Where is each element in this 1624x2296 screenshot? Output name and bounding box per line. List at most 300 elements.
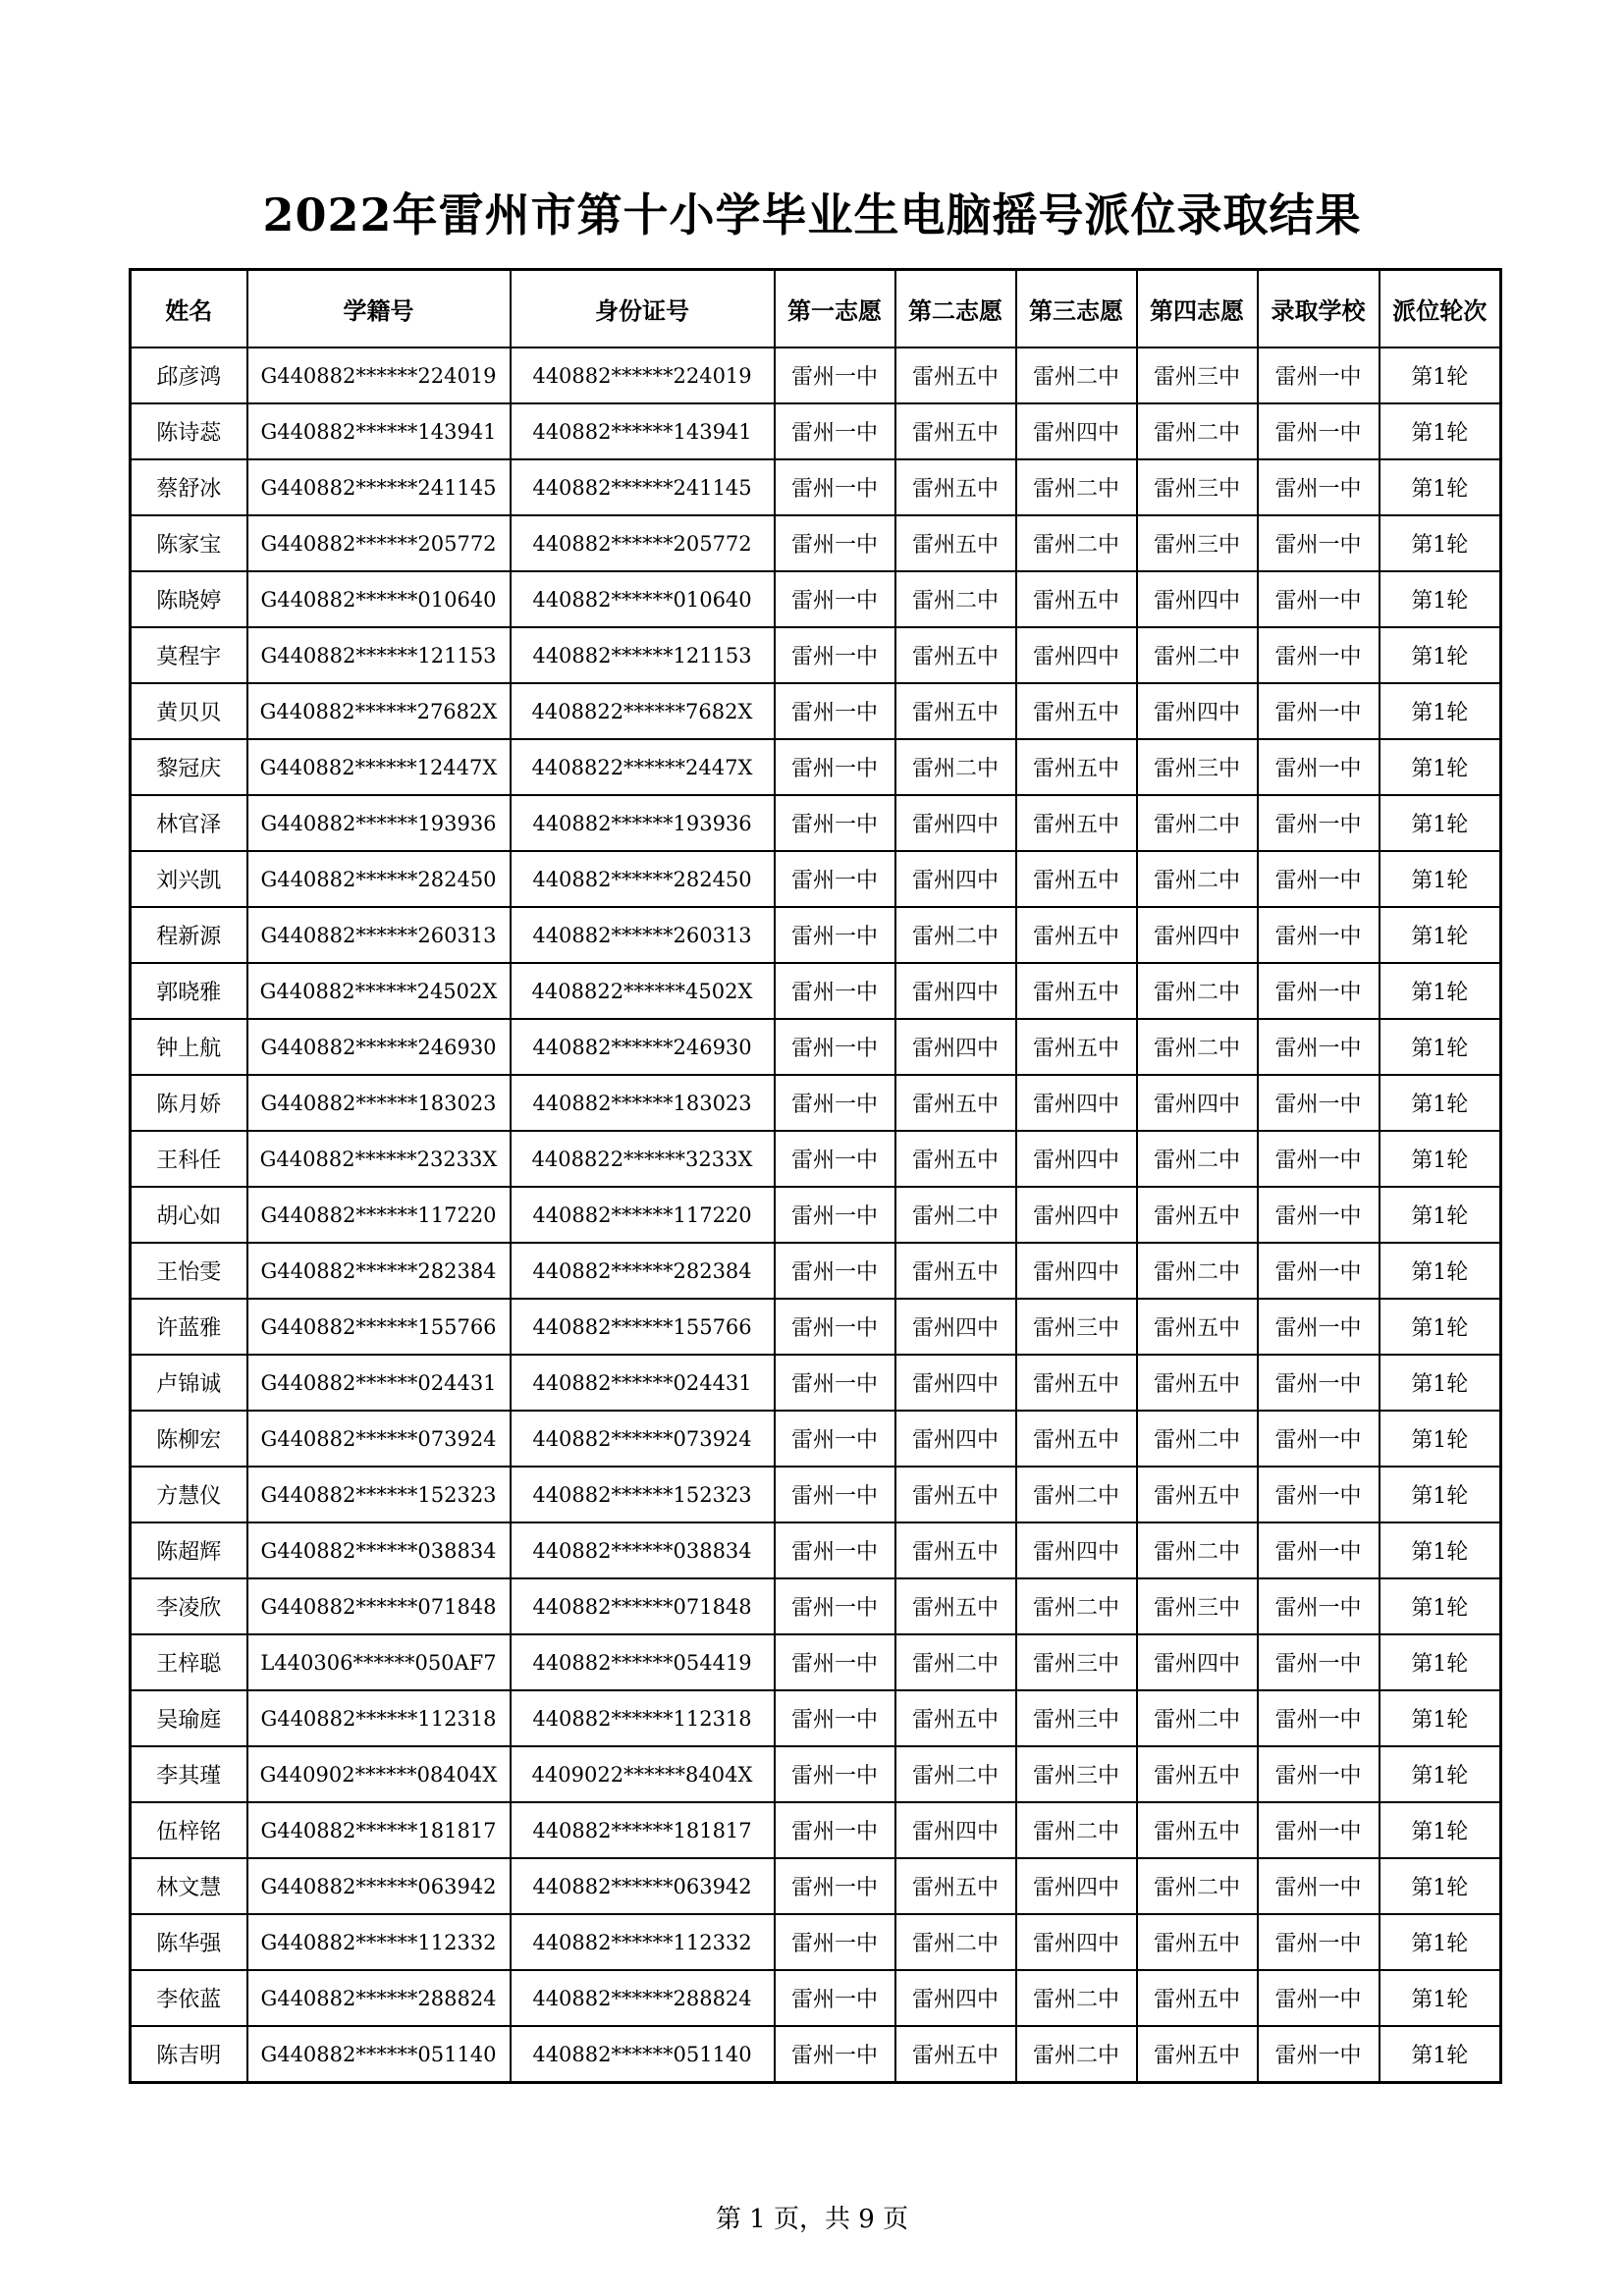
- cell-admitted-school: 雷州一中: [1258, 1690, 1380, 1746]
- cell-id-card: 440882******193936: [511, 795, 775, 851]
- page-number: 第 1 页，共 9 页: [715, 2205, 909, 2234]
- cell-choice-2: 雷州四中: [895, 1970, 1016, 2026]
- cell-student-id: G440882******224019: [247, 347, 511, 403]
- table-row: [131, 1914, 1501, 1970]
- cell-choice-4: 雷州五中: [1137, 2026, 1258, 2083]
- cell-choice-2: 雷州五中: [895, 459, 1016, 515]
- cell-choice-1: 雷州一中: [775, 1970, 895, 2026]
- cell-choice-3: 雷州三中: [1016, 1690, 1137, 1746]
- cell-student-id: G440882******260313: [247, 907, 511, 963]
- cell-student-id: G440882******193936: [247, 795, 511, 851]
- cell-name: 李依蓝: [131, 1970, 247, 2026]
- cell-choice-3: 雷州二中: [1016, 1578, 1137, 1634]
- table-row: [131, 347, 1501, 403]
- cell-admitted-school: 雷州一中: [1258, 1467, 1380, 1522]
- cell-choice-4: 雷州二中: [1137, 627, 1258, 683]
- cell-choice-2: 雷州四中: [895, 1802, 1016, 1858]
- cell-name: 方慧仪: [131, 1467, 247, 1522]
- table-row: [131, 1746, 1501, 1802]
- cell-round: 第1轮: [1380, 1243, 1501, 1299]
- cell-round: 第1轮: [1380, 1411, 1501, 1467]
- cell-student-id: G440882******010640: [247, 571, 511, 627]
- cell-choice-3: 雷州三中: [1016, 1299, 1137, 1355]
- cell-choice-4: 雷州五中: [1137, 1467, 1258, 1522]
- cell-choice-1: 雷州一中: [775, 683, 895, 739]
- cell-choice-2: 雷州四中: [895, 1411, 1016, 1467]
- cell-student-id: G440882******112318: [247, 1690, 511, 1746]
- cell-name: 黄贝贝: [131, 683, 247, 739]
- cell-id-card: 440882******155766: [511, 1299, 775, 1355]
- cell-choice-4: 雷州五中: [1137, 1802, 1258, 1858]
- table-row: [131, 1299, 1501, 1355]
- cell-choice-2: 雷州五中: [895, 1858, 1016, 1914]
- cell-id-card: 440882******282450: [511, 851, 775, 907]
- cell-choice-4: 雷州三中: [1137, 459, 1258, 515]
- cell-choice-4: 雷州五中: [1137, 1746, 1258, 1802]
- table-row: [131, 1522, 1501, 1578]
- cell-choice-2: 雷州四中: [895, 1355, 1016, 1411]
- cell-name: 李其瑾: [131, 1746, 247, 1802]
- cell-student-id: G440882******073924: [247, 1411, 511, 1467]
- cell-choice-1: 雷州一中: [775, 1243, 895, 1299]
- table-row: [131, 627, 1501, 683]
- cell-choice-2: 雷州二中: [895, 1187, 1016, 1243]
- cell-admitted-school: 雷州一中: [1258, 1187, 1380, 1243]
- cell-student-id: G440882******112332: [247, 1914, 511, 1970]
- cell-choice-2: 雷州五中: [895, 1690, 1016, 1746]
- cell-round: 第1轮: [1380, 1299, 1501, 1355]
- cell-student-id: G440882******038834: [247, 1522, 511, 1578]
- table-row: [131, 1802, 1501, 1858]
- cell-choice-2: 雷州五中: [895, 1243, 1016, 1299]
- cell-id-card: 4408822******4502X: [511, 963, 775, 1019]
- cell-id-card: 440882******288824: [511, 1970, 775, 2026]
- table-row: [131, 1858, 1501, 1914]
- cell-choice-2: 雷州五中: [895, 2026, 1016, 2083]
- cell-choice-1: 雷州一中: [775, 739, 895, 795]
- cell-choice-1: 雷州一中: [775, 1914, 895, 1970]
- table-row: [131, 2026, 1501, 2083]
- cell-name: 陈晓婷: [131, 571, 247, 627]
- cell-admitted-school: 雷州一中: [1258, 1243, 1380, 1299]
- cell-name: 莫程宇: [131, 627, 247, 683]
- table-header-row: [131, 270, 1501, 348]
- cell-choice-4: 雷州五中: [1137, 1355, 1258, 1411]
- cell-round: 第1轮: [1380, 1634, 1501, 1690]
- cell-admitted-school: 雷州一中: [1258, 1802, 1380, 1858]
- cell-name: 许蓝雅: [131, 1299, 247, 1355]
- cell-choice-3: 雷州四中: [1016, 403, 1137, 459]
- cell-round: 第1轮: [1380, 739, 1501, 795]
- cell-choice-3: 雷州五中: [1016, 683, 1137, 739]
- cell-choice-4: 雷州二中: [1137, 1019, 1258, 1075]
- cell-choice-2: 雷州四中: [895, 795, 1016, 851]
- cell-round: 第1轮: [1380, 1970, 1501, 2026]
- cell-choice-3: 雷州四中: [1016, 627, 1137, 683]
- cell-choice-4: 雷州四中: [1137, 1634, 1258, 1690]
- cell-student-id: G440882******181817: [247, 1802, 511, 1858]
- cell-admitted-school: 雷州一中: [1258, 1075, 1380, 1131]
- cell-id-card: 440882******112318: [511, 1690, 775, 1746]
- column-header-name: 姓名: [131, 270, 247, 348]
- table-row: [131, 1019, 1501, 1075]
- cell-round: 第1轮: [1380, 1355, 1501, 1411]
- table-row: [131, 1467, 1501, 1522]
- cell-name: 陈柳宏: [131, 1411, 247, 1467]
- cell-choice-4: 雷州五中: [1137, 1914, 1258, 1970]
- cell-choice-2: 雷州四中: [895, 1019, 1016, 1075]
- cell-round: 第1轮: [1380, 1187, 1501, 1243]
- cell-student-id: G440882******183023: [247, 1075, 511, 1131]
- table-row: [131, 1131, 1501, 1187]
- cell-id-card: 440882******260313: [511, 907, 775, 963]
- cell-round: 第1轮: [1380, 1578, 1501, 1634]
- cell-choice-2: 雷州四中: [895, 1299, 1016, 1355]
- cell-name: 伍梓铭: [131, 1802, 247, 1858]
- cell-choice-3: 雷州三中: [1016, 1746, 1137, 1802]
- cell-student-id: G440882******143941: [247, 403, 511, 459]
- cell-round: 第1轮: [1380, 1522, 1501, 1578]
- cell-student-id: G440882******27682X: [247, 683, 511, 739]
- cell-choice-1: 雷州一中: [775, 1690, 895, 1746]
- cell-choice-2: 雷州五中: [895, 1075, 1016, 1131]
- cell-id-card: 440882******246930: [511, 1019, 775, 1075]
- cell-choice-1: 雷州一中: [775, 1187, 895, 1243]
- cell-id-card: 440882******010640: [511, 571, 775, 627]
- cell-name: 林文慧: [131, 1858, 247, 1914]
- cell-choice-4: 雷州二中: [1137, 795, 1258, 851]
- cell-choice-1: 雷州一中: [775, 627, 895, 683]
- cell-name: 王科任: [131, 1131, 247, 1187]
- cell-id-card: 440882******224019: [511, 347, 775, 403]
- cell-choice-4: 雷州五中: [1137, 1970, 1258, 2026]
- cell-choice-1: 雷州一中: [775, 347, 895, 403]
- cell-admitted-school: 雷州一中: [1258, 1970, 1380, 2026]
- cell-id-card: 440882******117220: [511, 1187, 775, 1243]
- cell-round: 第1轮: [1380, 2026, 1501, 2083]
- cell-student-id: G440882******23233X: [247, 1131, 511, 1187]
- cell-choice-4: 雷州二中: [1137, 851, 1258, 907]
- cell-student-id: G440882******288824: [247, 1970, 511, 2026]
- cell-id-card: 4408822******7682X: [511, 683, 775, 739]
- cell-id-card: 440882******024431: [511, 1355, 775, 1411]
- cell-id-card: 440882******038834: [511, 1522, 775, 1578]
- cell-id-card: 4409022******8404X: [511, 1746, 775, 1802]
- cell-name: 陈超辉: [131, 1522, 247, 1578]
- table-row: [131, 459, 1501, 515]
- table-row: [131, 907, 1501, 963]
- cell-choice-3: 雷州五中: [1016, 795, 1137, 851]
- cell-round: 第1轮: [1380, 1131, 1501, 1187]
- cell-choice-3: 雷州五中: [1016, 571, 1137, 627]
- cell-choice-4: 雷州四中: [1137, 907, 1258, 963]
- cell-admitted-school: 雷州一中: [1258, 1411, 1380, 1467]
- cell-choice-1: 雷州一中: [775, 1355, 895, 1411]
- cell-id-card: 440882******181817: [511, 1802, 775, 1858]
- cell-choice-3: 雷州五中: [1016, 1411, 1137, 1467]
- cell-admitted-school: 雷州一中: [1258, 1355, 1380, 1411]
- cell-choice-3: 雷州五中: [1016, 1355, 1137, 1411]
- cell-choice-2: 雷州四中: [895, 963, 1016, 1019]
- table-row: [131, 1690, 1501, 1746]
- cell-round: 第1轮: [1380, 459, 1501, 515]
- cell-choice-3: 雷州二中: [1016, 1970, 1137, 2026]
- cell-id-card: 440882******205772: [511, 515, 775, 571]
- cell-choice-3: 雷州四中: [1016, 1522, 1137, 1578]
- cell-id-card: 440882******152323: [511, 1467, 775, 1522]
- cell-choice-4: 雷州五中: [1137, 1299, 1258, 1355]
- cell-round: 第1轮: [1380, 627, 1501, 683]
- table-row: [131, 571, 1501, 627]
- cell-choice-4: 雷州二中: [1137, 963, 1258, 1019]
- table-row: [131, 403, 1501, 459]
- column-header-choice-2: 第二志愿: [895, 270, 1016, 348]
- cell-name: 卢锦诚: [131, 1355, 247, 1411]
- cell-choice-3: 雷州五中: [1016, 1019, 1137, 1075]
- cell-choice-3: 雷州四中: [1016, 1187, 1137, 1243]
- cell-id-card: 440882******051140: [511, 2026, 775, 2083]
- cell-choice-4: 雷州四中: [1137, 683, 1258, 739]
- cell-student-id: G440882******205772: [247, 515, 511, 571]
- table-row: [131, 1075, 1501, 1131]
- cell-admitted-school: 雷州一中: [1258, 627, 1380, 683]
- column-header-round: 派位轮次: [1380, 270, 1501, 348]
- cell-choice-4: 雷州三中: [1137, 347, 1258, 403]
- cell-admitted-school: 雷州一中: [1258, 1522, 1380, 1578]
- column-header-student-id: 学籍号: [247, 270, 511, 348]
- cell-id-card: 440882******063942: [511, 1858, 775, 1914]
- cell-choice-3: 雷州二中: [1016, 459, 1137, 515]
- cell-choice-2: 雷州五中: [895, 1467, 1016, 1522]
- cell-admitted-school: 雷州一中: [1258, 1131, 1380, 1187]
- cell-id-card: 440882******054419: [511, 1634, 775, 1690]
- cell-round: 第1轮: [1380, 1802, 1501, 1858]
- cell-round: 第1轮: [1380, 683, 1501, 739]
- cell-student-id: G440882******152323: [247, 1467, 511, 1522]
- cell-round: 第1轮: [1380, 1746, 1501, 1802]
- cell-student-id: G440882******117220: [247, 1187, 511, 1243]
- cell-choice-1: 雷州一中: [775, 1802, 895, 1858]
- table-body: [131, 347, 1501, 2083]
- cell-choice-3: 雷州二中: [1016, 1802, 1137, 1858]
- cell-choice-2: 雷州二中: [895, 1634, 1016, 1690]
- table-row: [131, 1634, 1501, 1690]
- cell-student-id: G440882******24502X: [247, 963, 511, 1019]
- cell-name: 王怡雯: [131, 1243, 247, 1299]
- cell-choice-4: 雷州二中: [1137, 1131, 1258, 1187]
- cell-choice-3: 雷州二中: [1016, 515, 1137, 571]
- table-row: [131, 1970, 1501, 2026]
- cell-choice-3: 雷州三中: [1016, 1634, 1137, 1690]
- cell-name: 陈诗蕊: [131, 403, 247, 459]
- cell-choice-1: 雷州一中: [775, 851, 895, 907]
- table-row: [131, 515, 1501, 571]
- admission-results-table: [129, 268, 1502, 2084]
- cell-name: 钟上航: [131, 1019, 247, 1075]
- document-title: 2022年雷州市第十小学毕业生电脑摇号派位录取结果: [262, 188, 1362, 241]
- cell-choice-2: 雷州四中: [895, 851, 1016, 907]
- cell-admitted-school: 雷州一中: [1258, 851, 1380, 907]
- cell-choice-3: 雷州二中: [1016, 347, 1137, 403]
- cell-admitted-school: 雷州一中: [1258, 515, 1380, 571]
- column-header-choice-4: 第四志愿: [1137, 270, 1258, 348]
- cell-choice-3: 雷州五中: [1016, 963, 1137, 1019]
- cell-student-id: G440882******282384: [247, 1243, 511, 1299]
- cell-admitted-school: 雷州一中: [1258, 795, 1380, 851]
- cell-round: 第1轮: [1380, 1019, 1501, 1075]
- cell-admitted-school: 雷州一中: [1258, 2026, 1380, 2083]
- cell-choice-1: 雷州一中: [775, 1019, 895, 1075]
- cell-round: 第1轮: [1380, 1075, 1501, 1131]
- cell-admitted-school: 雷州一中: [1258, 1746, 1380, 1802]
- cell-choice-3: 雷州四中: [1016, 1914, 1137, 1970]
- table-row: [131, 1411, 1501, 1467]
- cell-choice-3: 雷州四中: [1016, 1243, 1137, 1299]
- cell-id-card: 440882******241145: [511, 459, 775, 515]
- cell-choice-1: 雷州一中: [775, 1131, 895, 1187]
- cell-choice-3: 雷州四中: [1016, 1075, 1137, 1131]
- cell-round: 第1轮: [1380, 1467, 1501, 1522]
- cell-student-id: G440882******155766: [247, 1299, 511, 1355]
- cell-choice-1: 雷州一中: [775, 1467, 895, 1522]
- cell-choice-1: 雷州一中: [775, 795, 895, 851]
- cell-admitted-school: 雷州一中: [1258, 347, 1380, 403]
- cell-student-id: G440882******246930: [247, 1019, 511, 1075]
- table-row: [131, 1187, 1501, 1243]
- cell-choice-1: 雷州一中: [775, 403, 895, 459]
- cell-choice-4: 雷州四中: [1137, 571, 1258, 627]
- cell-id-card: 440882******073924: [511, 1411, 775, 1467]
- cell-choice-2: 雷州二中: [895, 907, 1016, 963]
- cell-choice-4: 雷州二中: [1137, 1690, 1258, 1746]
- cell-admitted-school: 雷州一中: [1258, 1914, 1380, 1970]
- cell-round: 第1轮: [1380, 1690, 1501, 1746]
- table-row: [131, 963, 1501, 1019]
- cell-admitted-school: 雷州一中: [1258, 1578, 1380, 1634]
- cell-id-card: 440882******112332: [511, 1914, 775, 1970]
- cell-choice-3: 雷州五中: [1016, 907, 1137, 963]
- cell-choice-2: 雷州二中: [895, 1914, 1016, 1970]
- cell-name: 吴瑜庭: [131, 1690, 247, 1746]
- cell-choice-1: 雷州一中: [775, 1634, 895, 1690]
- cell-choice-2: 雷州五中: [895, 627, 1016, 683]
- column-header-id-card: 身份证号: [511, 270, 775, 348]
- cell-student-id: G440882******071848: [247, 1578, 511, 1634]
- cell-student-id: G440882******051140: [247, 2026, 511, 2083]
- cell-choice-1: 雷州一中: [775, 963, 895, 1019]
- cell-admitted-school: 雷州一中: [1258, 1634, 1380, 1690]
- cell-round: 第1轮: [1380, 515, 1501, 571]
- cell-id-card: 4408822******2447X: [511, 739, 775, 795]
- cell-id-card: 440882******183023: [511, 1075, 775, 1131]
- cell-choice-4: 雷州四中: [1137, 1075, 1258, 1131]
- cell-name: 王梓聪: [131, 1634, 247, 1690]
- cell-admitted-school: 雷州一中: [1258, 1299, 1380, 1355]
- cell-name: 陈家宝: [131, 515, 247, 571]
- cell-choice-1: 雷州一中: [775, 571, 895, 627]
- cell-round: 第1轮: [1380, 1858, 1501, 1914]
- cell-name: 胡心如: [131, 1187, 247, 1243]
- cell-id-card: 440882******121153: [511, 627, 775, 683]
- cell-round: 第1轮: [1380, 347, 1501, 403]
- cell-id-card: 440882******282384: [511, 1243, 775, 1299]
- cell-student-id: G440882******241145: [247, 459, 511, 515]
- cell-choice-2: 雷州五中: [895, 683, 1016, 739]
- cell-name: 林官泽: [131, 795, 247, 851]
- cell-choice-4: 雷州二中: [1137, 1243, 1258, 1299]
- cell-choice-1: 雷州一中: [775, 459, 895, 515]
- cell-id-card: 440882******143941: [511, 403, 775, 459]
- cell-choice-3: 雷州四中: [1016, 1858, 1137, 1914]
- table-row: [131, 683, 1501, 739]
- table-row: [131, 1578, 1501, 1634]
- cell-choice-2: 雷州五中: [895, 403, 1016, 459]
- cell-choice-4: 雷州三中: [1137, 515, 1258, 571]
- cell-choice-1: 雷州一中: [775, 2026, 895, 2083]
- cell-choice-4: 雷州二中: [1137, 1522, 1258, 1578]
- column-header-choice-1: 第一志愿: [775, 270, 895, 348]
- table-row: [131, 1243, 1501, 1299]
- cell-name: 陈吉明: [131, 2026, 247, 2083]
- cell-student-id: G440882******12447X: [247, 739, 511, 795]
- cell-choice-1: 雷州一中: [775, 1578, 895, 1634]
- column-header-admitted-school: 录取学校: [1258, 270, 1380, 348]
- cell-choice-3: 雷州四中: [1016, 1131, 1137, 1187]
- cell-choice-2: 雷州二中: [895, 571, 1016, 627]
- cell-student-id: G440882******121153: [247, 627, 511, 683]
- cell-choice-3: 雷州五中: [1016, 851, 1137, 907]
- cell-choice-1: 雷州一中: [775, 515, 895, 571]
- cell-choice-4: 雷州三中: [1137, 1578, 1258, 1634]
- cell-student-id: G440882******282450: [247, 851, 511, 907]
- cell-student-id: G440902******08404X: [247, 1746, 511, 1802]
- cell-choice-2: 雷州五中: [895, 1578, 1016, 1634]
- cell-round: 第1轮: [1380, 403, 1501, 459]
- cell-admitted-school: 雷州一中: [1258, 1019, 1380, 1075]
- cell-choice-4: 雷州五中: [1137, 1187, 1258, 1243]
- cell-student-id: G440882******063942: [247, 1858, 511, 1914]
- cell-choice-2: 雷州五中: [895, 1131, 1016, 1187]
- cell-choice-1: 雷州一中: [775, 1522, 895, 1578]
- cell-choice-3: 雷州五中: [1016, 739, 1137, 795]
- cell-choice-2: 雷州二中: [895, 1746, 1016, 1802]
- cell-student-id: G440882******024431: [247, 1355, 511, 1411]
- cell-round: 第1轮: [1380, 851, 1501, 907]
- cell-choice-1: 雷州一中: [775, 1746, 895, 1802]
- cell-student-id: L440306******050AF7: [247, 1634, 511, 1690]
- cell-choice-2: 雷州五中: [895, 1522, 1016, 1578]
- cell-choice-3: 雷州二中: [1016, 1467, 1137, 1522]
- table-row: [131, 739, 1501, 795]
- cell-name: 陈月娇: [131, 1075, 247, 1131]
- cell-choice-2: 雷州二中: [895, 739, 1016, 795]
- table-row: [131, 851, 1501, 907]
- cell-choice-4: 雷州二中: [1137, 403, 1258, 459]
- cell-admitted-school: 雷州一中: [1258, 459, 1380, 515]
- cell-admitted-school: 雷州一中: [1258, 571, 1380, 627]
- column-header-choice-3: 第三志愿: [1016, 270, 1137, 348]
- cell-choice-1: 雷州一中: [775, 1075, 895, 1131]
- cell-admitted-school: 雷州一中: [1258, 963, 1380, 1019]
- cell-round: 第1轮: [1380, 1914, 1501, 1970]
- cell-name: 郭晓雅: [131, 963, 247, 1019]
- cell-name: 刘兴凯: [131, 851, 247, 907]
- cell-round: 第1轮: [1380, 963, 1501, 1019]
- cell-choice-1: 雷州一中: [775, 907, 895, 963]
- cell-name: 黎冠庆: [131, 739, 247, 795]
- cell-id-card: 4408822******3233X: [511, 1131, 775, 1187]
- cell-choice-2: 雷州五中: [895, 347, 1016, 403]
